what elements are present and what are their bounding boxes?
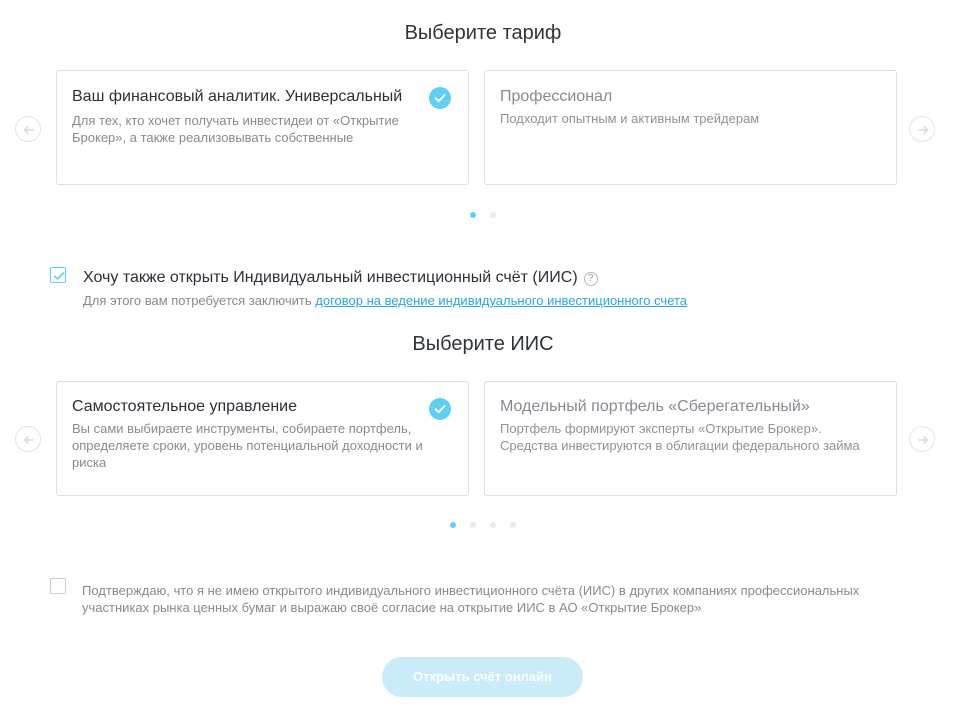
- tariff-card-professional[interactable]: [484, 70, 897, 185]
- iis-note: [83, 293, 687, 308]
- tariff-card-title: Профессионал: [500, 88, 613, 105]
- iis-note-text: Для этого вам потребуется заключить: [83, 293, 316, 308]
- iis-pagination: [450, 522, 520, 528]
- open-account-button[interactable]: Открыть счёт онлайн: [382, 657, 583, 697]
- tariff-card-description: Подходит опытным и активным трейдерам: [500, 111, 760, 126]
- tariff-prev-arrow-icon[interactable]: [15, 116, 41, 142]
- iis-heading: Выберите ИИС: [412, 333, 554, 355]
- iis-agreement-link[interactable]: договор на ведение индивидуального инвестиционного счета: [315, 293, 688, 308]
- tariff-heading: Выберите тариф: [404, 22, 562, 44]
- iis-card-model-portfolio[interactable]: [484, 381, 897, 496]
- help-icon[interactable]: ?: [584, 272, 598, 286]
- iis-prev-arrow-icon[interactable]: [15, 426, 41, 452]
- tariff-pagination: [470, 212, 498, 218]
- iis-card-title: Самостоятельное управление: [72, 398, 298, 415]
- iis-card-title: Модельный портфель «Сберегательный»: [500, 398, 810, 415]
- checkmark-icon: [429, 87, 451, 109]
- iis-checkbox[interactable]: [50, 267, 66, 283]
- iis-option-label[interactable]: [83, 269, 598, 287]
- checkmark-icon: [429, 398, 451, 420]
- tariff-card-title: Ваш финансовый аналитик. Универсальный: [72, 88, 403, 105]
- pagination-dot[interactable]: [490, 212, 496, 218]
- pagination-dot[interactable]: [450, 522, 456, 528]
- iis-next-arrow-icon[interactable]: [909, 426, 935, 452]
- pagination-dot[interactable]: [470, 522, 476, 528]
- pagination-dot[interactable]: [470, 212, 476, 218]
- tariff-next-arrow-icon[interactable]: [909, 116, 935, 142]
- tariff-card-description: Для тех, кто хочет получать инвестидеи от «Открытие Брокер», а также реализовывать собственные: [72, 113, 399, 145]
- iis-card-description: Вы сами выбираете инструменты, собираете портфель, определяете сроки, уровень потенциальной доходности и риска: [72, 421, 423, 470]
- pagination-dot[interactable]: [510, 522, 516, 528]
- confirm-checkbox[interactable]: [50, 578, 66, 594]
- tariff-card-universal[interactable]: [56, 70, 469, 185]
- iis-option-text: Хочу также открыть Индивидуальный инвестиционный счёт (ИИС): [83, 269, 578, 286]
- confirm-text[interactable]: Подтверждаю, что я не имею открытого индивидуального инвестиционного счёта (ИИС) в других компаниях профессиональных участниках рынка ценных бумаг и выражаю своё согласие на открытие ИИС в АО «Открытие Брокер»: [82, 583, 860, 615]
- iis-card-self-managed[interactable]: [56, 381, 469, 496]
- iis-card-description: Портфель формируют эксперты «Открытие Брокер». Средства инвестируются в облигации федерального займа: [500, 421, 860, 453]
- pagination-dot[interactable]: [490, 522, 496, 528]
